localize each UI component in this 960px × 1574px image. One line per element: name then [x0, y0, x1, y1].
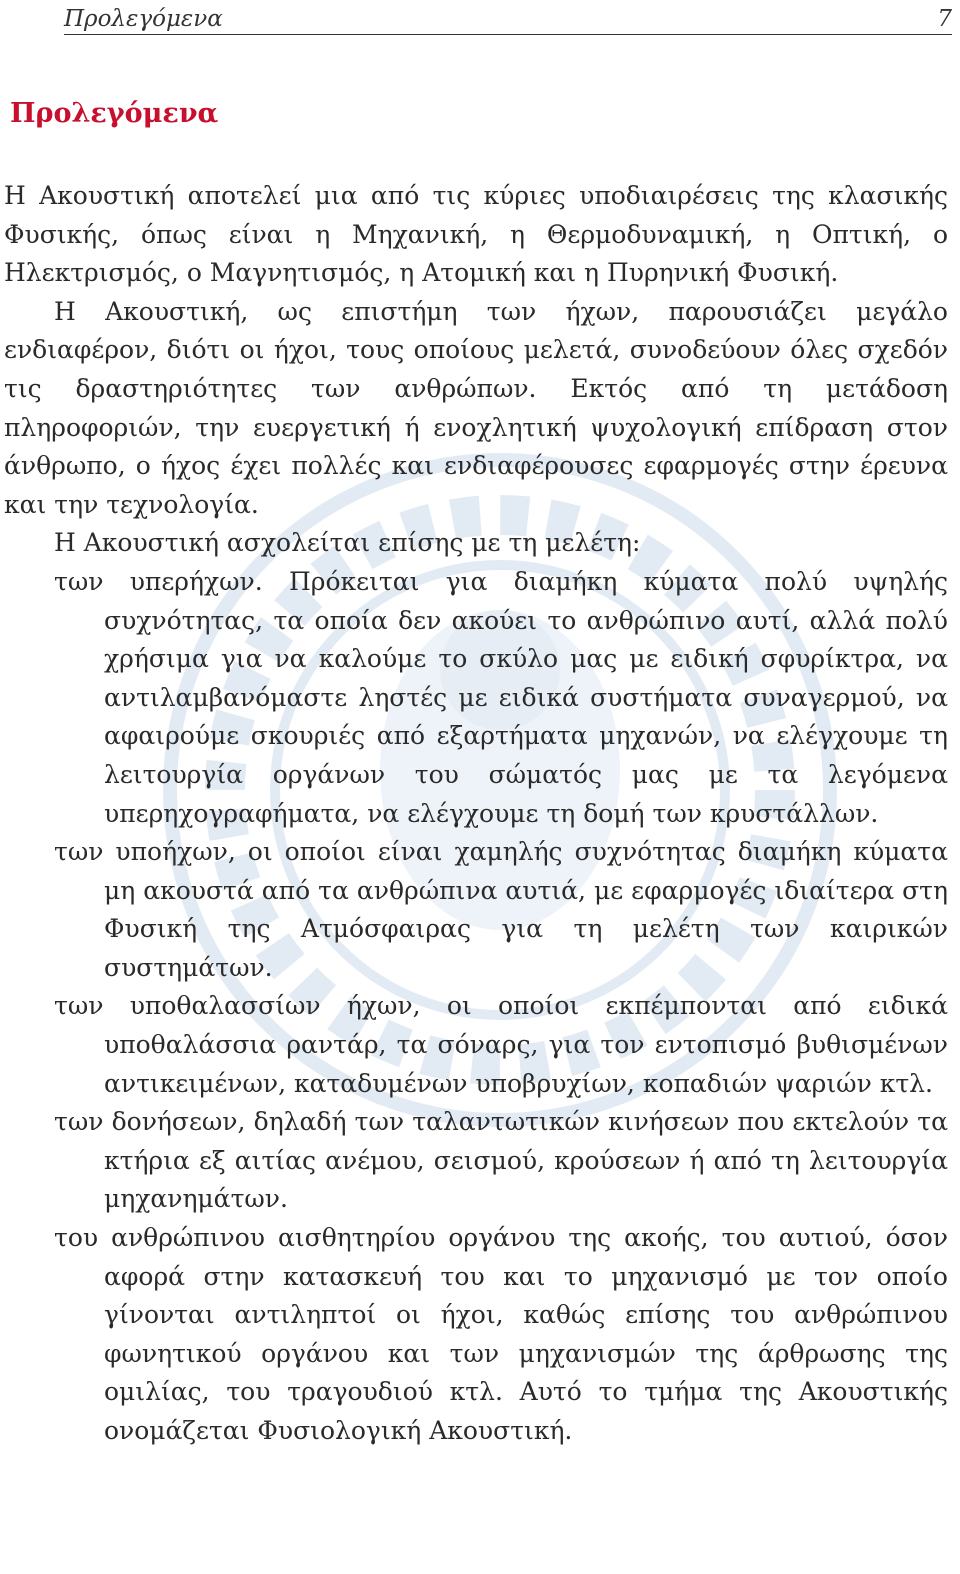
- body-text: [4, 177, 948, 1451]
- list-item: των υποθαλασσίων ήχων, οι οποίοι εκπέμπονται από ειδικά υποθαλάσσια ραντάρ, τα σόναρς, για τον εντοπισμό βυθισμένων αντικειμένων, καταδυμένων υποβρυχίων, κοπαδιών ψαριών κτλ.: [54, 991, 948, 1098]
- chapter-title: Προλεγόμενα: [10, 98, 219, 129]
- list-item: του ανθρώπινου αισθητηρίου οργάνου της ακοής, του αυτιού, όσον αφορά στην κατασκευή του και το μηχανισμό με τον οποίο γίνονται αντιληπτοί οι ήχοι, καθώς επίσης του ανθρώπινου φωνητικού οργάνου και των μηχανισμών της άρθρωσης της ομιλίας, του τραγουδιού κτλ. Αυτό το τμήμα της Ακουστικής ονομάζεται Φυσιολογική Ακουστική.: [54, 1223, 948, 1445]
- paragraph: Η Ακουστική ασχολείται επίσης με τη μελέτη:: [54, 528, 641, 558]
- paragraph: Η Ακουστική, ως επιστήμη των ήχων, παρουσιάζει μεγάλο ενδιαφέρον, διότι οι ήχοι, τους οποίους μελετά, συνοδεύουν όλες σχεδόν τις δραστηριότητες των ανθρώπων. Εκτός από τη μετάδοση πληροφοριών, την ευεργετική ή ενοχλητική ψυχολογική επίδραση στον άνθρωπο, ο ήχος έχει πολλές και ενδιαφέρουσες εφαρμογές στην έρευνα και την τεχνολογία.: [4, 296, 948, 519]
- header-section-title: Προλεγόμενα: [64, 6, 223, 32]
- list-item: των υποήχων, οι οποίοι είναι χαμηλής συχνότητας διαμήκη κύματα μη ακουστά από τα ανθρώπινα αυτιά, με εφαρμογές ιδιαίτερα στη Φυσική της Ατμόσφαιρας για τη μελέτη των καιρικών συστημάτων.: [54, 837, 948, 982]
- list-item: των υπερήχων. Πρόκειται για διαμήκη κύματα πολύ υψηλής συχνότητας, τα οποία δεν ακούει το ανθρώπινο αυτί, αλλά πολύ χρήσιμα για να καλούμε το σκύλο μας με ειδική σφυρίκτρα, να αντιλαμβανόμαστε ληστές με ειδικά συστήματα συναγερμού, να αφαιρούμε σκουριές από εξαρτήματα μηχανών, να ελέγχουμε τη λειτουργία οργάνων του σώματός μας με τα λεγόμενα υπερηχογραφήματα, να ελέγχουμε τη δομή των κρυστάλλων.: [54, 566, 948, 828]
- running-header: [64, 4, 952, 35]
- paragraph: Η Ακουστική αποτελεί μια από τις κύριες υποδιαιρέσεις της κλασικής Φυσικής, όπως είναι η Μηχανική, η Θερμοδυναμική, η Οπτική, ο Ηλεκτρισμός, ο Μαγνητισμός, η Ατομική και η Πυρηνική Φυσική.: [4, 181, 948, 288]
- list-item: των δονήσεων, δηλαδή των ταλαντωτικών κινήσεων που εκτελούν τα κτήρια εξ αιτίας ανέμου, σεισμού, κρούσεων ή από τη λειτουργία μηχανημάτων.: [54, 1107, 948, 1214]
- page-number: 7: [937, 6, 952, 32]
